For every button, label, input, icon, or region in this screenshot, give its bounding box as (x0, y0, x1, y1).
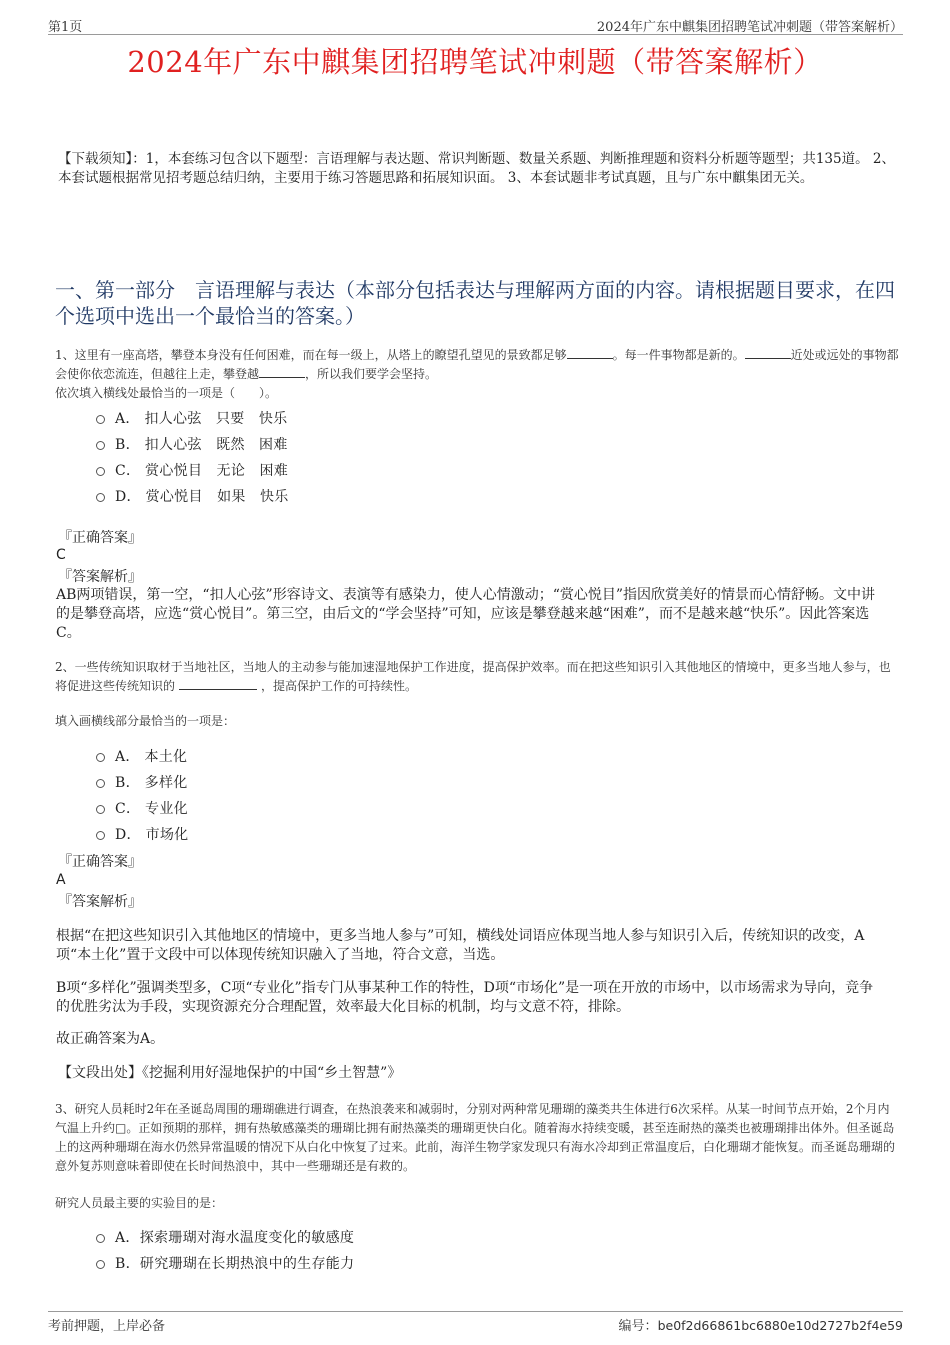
q1-blank-2 (745, 346, 791, 359)
q1-analysis: AB两项错误，第一空，“扣人心弦”形容诗文、表演等有感染力，使人心情激动；“赏心悦目”指因欣赏美好的情景而心情舒畅。文中讲的是攀登高塔，应选“赏心悦目”。第三空，由后文的“学会坚持”可知，应该是攀登越来越“困难”，而不是越来越“快乐”。因此答案选C。 (56, 587, 876, 641)
q1-text-part3: 近处或远处的事物都会使你依恋流连，但越往上走，攀登越 (55, 348, 899, 381)
download-notice: 【下载须知】：1，本套练习包含以下题型：言语理解与表达题、常识判断题、数量关系题、判断推理题和资料分析题等题型；共135道。 2、本套试题根据常见招考题总结归纳，主要用于练习答题思路和拓展知识面。 3、本套试题非考试真题，且与广东中麒集团无关。 (58, 151, 895, 186)
question-1-stem (55, 346, 900, 403)
section-title: 一、第一部分 言语理解与表达（本部分包括表达与理解两方面的内容。请根据题目要求，在四个选项中选出一个最恰当的答案。） (55, 278, 895, 328)
radio-icon[interactable] (96, 779, 105, 788)
q1-option-a[interactable]: A． 扣人心弦 只要 快乐 (96, 406, 289, 432)
footer-code-value: be0f2d66861bc6880e10d2727b2f4e59 (657, 1318, 903, 1333)
q1-option-c[interactable]: C． 赏心悦目 无论 困难 (96, 458, 289, 484)
q1-blank-3 (259, 365, 305, 378)
page-header (48, 14, 903, 35)
q1-option-d[interactable]: D． 赏心悦目 如果 快乐 (96, 484, 289, 510)
q1-answer: C (56, 547, 66, 563)
q1-options (96, 406, 289, 510)
q1-text-part4: ，所以我们要学会坚持。 (305, 367, 438, 381)
radio-icon[interactable] (96, 805, 105, 814)
q2-text-part1: 2、一些传统知识取材于当地社区，当地人的主动参与能加速湿地保护工作进度，提高保护效率。而在把这些知识引入其他地区的情境中，更多当地人参与，也将促进这些传统知识的 (55, 660, 891, 693)
q2-analysis-3: 故正确答案为A。 (56, 1031, 165, 1047)
q2-analysis-2: B项“多样化”强调类型多，C项“专业化”指专门从事某种工作的特性，D项“市场化”是一项在开放的市场中，以市场需求为导向，竞争的优胜劣汰为手段，实现资源充分合理配置，效率最大化目标的机制，均与文意不符，排除。 (56, 980, 874, 1015)
q1-analysis-label: 『答案解析』 (58, 569, 142, 585)
q3-option-a[interactable]: A．探索珊瑚对海水温度变化的敏感度 (96, 1225, 354, 1251)
footer-slogan: 考前押题，上岸必备 (48, 1319, 166, 1334)
page-footer (48, 1311, 903, 1334)
question-2-stem (55, 658, 900, 696)
document-title: 2024年广东中麒集团招聘笔试冲刺题（带答案解析） (127, 45, 823, 79)
q2-option-a[interactable]: A． 本土化 (96, 744, 188, 770)
q1-text-part1: 1、这里有一座高塔，攀登本身没有任何困难，而在每一级上，从塔上的瞭望孔望见的景致都足够 (55, 348, 567, 362)
q2-option-d[interactable]: D． 市场化 (96, 822, 188, 848)
q1-correct-answer-label: 『正确答案』 (58, 530, 142, 546)
q2-option-c[interactable]: C． 专业化 (96, 796, 188, 822)
q1-blank-1 (567, 346, 613, 359)
q1-instruction: 依次填入横线处最恰当的一项是（ ）。 (55, 386, 278, 400)
q2-analysis-1: 根据“在把这些知识引入其他地区的情境中，更多当地人参与”可知，横线处词语应体现当地人参与知识引入后，传统知识的改变，A项“本土化”置于文段中可以体现传统知识融入了当地，符合文意，当选。 (56, 928, 865, 963)
radio-icon[interactable] (96, 753, 105, 762)
footer-code-label: 编号： (618, 1319, 658, 1334)
radio-icon[interactable] (96, 1260, 105, 1269)
q2-instruction: 填入画横线部分最恰当的一项是： (55, 714, 236, 728)
page-number: 第1页 (48, 20, 83, 35)
radio-icon[interactable] (96, 831, 105, 840)
q2-analysis-label: 『答案解析』 (58, 894, 142, 910)
q2-text-part2: ，提高保护工作的可持续性。 (261, 679, 418, 693)
radio-icon[interactable] (96, 467, 105, 476)
radio-icon[interactable] (96, 441, 105, 450)
q2-option-b[interactable]: B． 多样化 (96, 770, 188, 796)
q3-instruction: 研究人员最主要的实验目的是： (55, 1196, 224, 1210)
q3-options (96, 1225, 354, 1277)
radio-icon[interactable] (96, 493, 105, 502)
q2-options (96, 744, 188, 848)
q2-correct-answer-label: 『正确答案』 (58, 854, 142, 870)
q3-option-b[interactable]: B．研究珊瑚在长期热浪中的生存能力 (96, 1251, 354, 1277)
q2-blank (179, 677, 257, 690)
radio-icon[interactable] (96, 1234, 105, 1243)
footer-code (619, 1315, 903, 1334)
radio-icon[interactable] (96, 415, 105, 424)
q2-source: 【文段出处】《挖掘利用好湿地保护的中国“乡土智慧”》 (58, 1065, 402, 1081)
question-3-stem: 3、研究人员耗时2年在圣诞岛周围的珊瑚礁进行调查，在热浪袭来和减弱时，分别对两种常见珊瑚的藻类共生体进行6次采样。从某一时间节点开始，2个月内气温上升约□。正如预期的那样，拥有热敏感藻类的珊瑚比拥有耐热藻类的珊瑚更快白化。随着海水持续变暖，甚至连耐热的藻类也被珊瑚排出体外。但圣诞岛上的这两种珊瑚在海水仍然异常温暖的情况下从白化中恢复了过来。此前，海洋生物学家发现只有海水冷却到正常温度后，白化珊瑚才能恢复。而圣诞岛珊瑚的意外复苏则意味着即使在长时间热浪中，其中一些珊瑚还是有救的。 (55, 1102, 896, 1173)
q1-text-part2: 。每一件事物都是新的。 (612, 348, 745, 362)
q1-option-b[interactable]: B． 扣人心弦 既然 困难 (96, 432, 289, 458)
q2-answer: A (56, 872, 66, 888)
header-doc-name: 2024年广东中麒集团招聘笔试冲刺题（带答案解析） (596, 20, 903, 35)
